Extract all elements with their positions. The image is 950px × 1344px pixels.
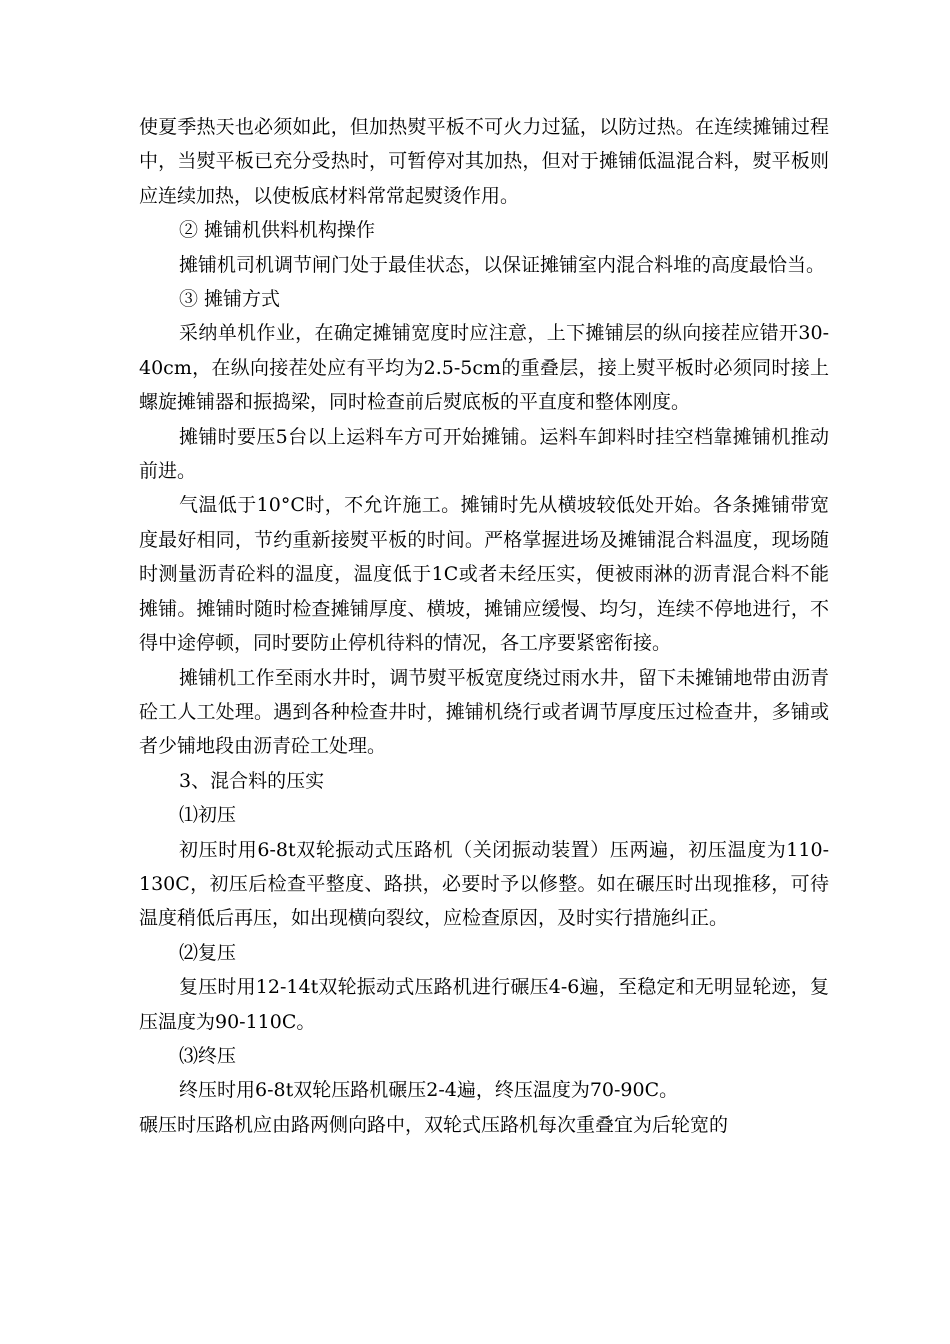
paragraph: 初压时用6-8t双轮振动式压路机（关闭振动装置）压两遍，初压温度为110-130C，初压后检查平整度、路拱，必要时予以修整。如在碾压时出现推移，可待温度稍低后再压，如出现横向裂纹，应检查原因，及时实行措施纠正。	[139, 838, 829, 930]
subsection-heading: ⑵复压	[179, 941, 237, 964]
paragraph: 摊铺机司机调节闸门处于最佳状态，以保证摊铺室内混合料堆的高度最恰当。	[179, 253, 826, 276]
paragraph: 使夏季热天也必须如此，但加热熨平板不可火力过猛，以防过热。在连续摊铺过程中，当熨平板已充分受热时，可暂停对其加热，但对于摊铺低温混合料，熨平板则应连续加热，以使板底材料常常起熨烫作用。	[139, 116, 829, 207]
paragraph: 碾压时压路机应由路两侧向路中，双轮式压路机每次重叠宜为后轮宽的	[139, 1113, 729, 1136]
paragraph: 摊铺时要压5台以上运料车方可开始摊铺。运料车卸料时挂空档靠摊铺机推动前进。	[139, 425, 829, 483]
document-body	[139, 110, 829, 1142]
subsection-heading: ⑶终压	[179, 1044, 237, 1067]
paragraph: 复压时用12-14t双轮振动式压路机进行碾压4-6遍，至稳定和无明显轮迹，复压温度为90-110C。	[139, 976, 829, 1033]
paragraph: 终压时用6-8t双轮压路机碾压2-4遍，终压温度为70-90C。	[179, 1079, 679, 1102]
paragraph: 气温低于10°C时，不允许施工。摊铺时先从横坡较低处开始。各条摊铺带宽度最好相同，节约重新接熨平板的时间。严格掌握进场及摊铺混合料温度，现场随时测量沥青砼料的温度，温度低于1C或者未经压实，便被雨淋的沥青混合料不能摊铺。摊铺时随时检查摊铺厚度、横坡，摊铺应缓慢、均匀，连续不停地进行，不得中途停顿，同时要防止停机待料的情况，各工序要紧密衔接。	[139, 494, 829, 655]
section-heading: 3、混合料的压实	[179, 769, 325, 792]
paragraph: 采纳单机作业，在确定摊铺宽度时应注意，上下摊铺层的纵向接茬应错开30-40cm，在纵向接茬处应有平均为2.5-5cm的重叠层，接上熨平板时必须同时接上螺旋摊铺器和振捣梁，同时检查前后熨底板的平直度和整体刚度。	[139, 322, 829, 414]
paragraph: 摊铺机工作至雨水井时，调节熨平板宽度绕过雨水井，留下未摊铺地带由沥青砼工人工处理。遇到各种检查井时，摊铺机绕行或者调节厚度压过检查井，多铺或者少铺地段由沥青砼工处理。	[139, 666, 829, 758]
subsection-heading: ⑴初压	[179, 804, 237, 827]
paragraph: ② 摊铺机供料机构操作	[179, 219, 376, 242]
paragraph: ③ 摊铺方式	[179, 288, 281, 311]
